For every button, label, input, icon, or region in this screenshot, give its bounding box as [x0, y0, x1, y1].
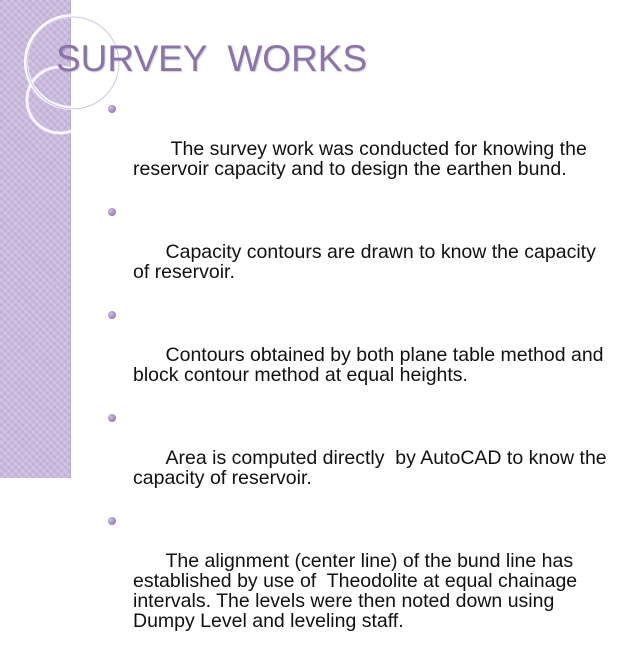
- bullet-item: [104, 305, 614, 405]
- bullet-item: [104, 202, 614, 302]
- bullet-dot-icon: [108, 311, 116, 319]
- bullet-text: Capacity contours are drawn to know the capacity of reservoir.: [133, 241, 602, 283]
- bullet-text: Contours obtained by both plane table method and block contour method at equal heights.: [133, 344, 609, 386]
- bullet-text: The alignment (center line) of the bund line has established by use of Theodolite at equal chainage intervals. The levels were then noted down using Dumpy Level and leveling staff.: [133, 550, 583, 632]
- bullet-text: Area is computed directly by AutoCAD to know the capacity of reservoir.: [133, 447, 613, 489]
- bullet-dot-icon: [108, 517, 116, 525]
- slide-title: SURVEY WORKS: [56, 38, 368, 79]
- bullet-item: [104, 511, 614, 651]
- bullet-dot-icon: [108, 208, 116, 216]
- bullet-text: The survey work was conducted for knowing the reservoir capacity and to design the earthen bund.: [133, 138, 593, 180]
- bullet-list: [104, 99, 614, 654]
- bullet-dot-icon: [108, 105, 116, 113]
- bullet-item: [104, 99, 614, 199]
- bullet-dot-icon: [108, 414, 116, 422]
- bullet-item: [104, 408, 614, 508]
